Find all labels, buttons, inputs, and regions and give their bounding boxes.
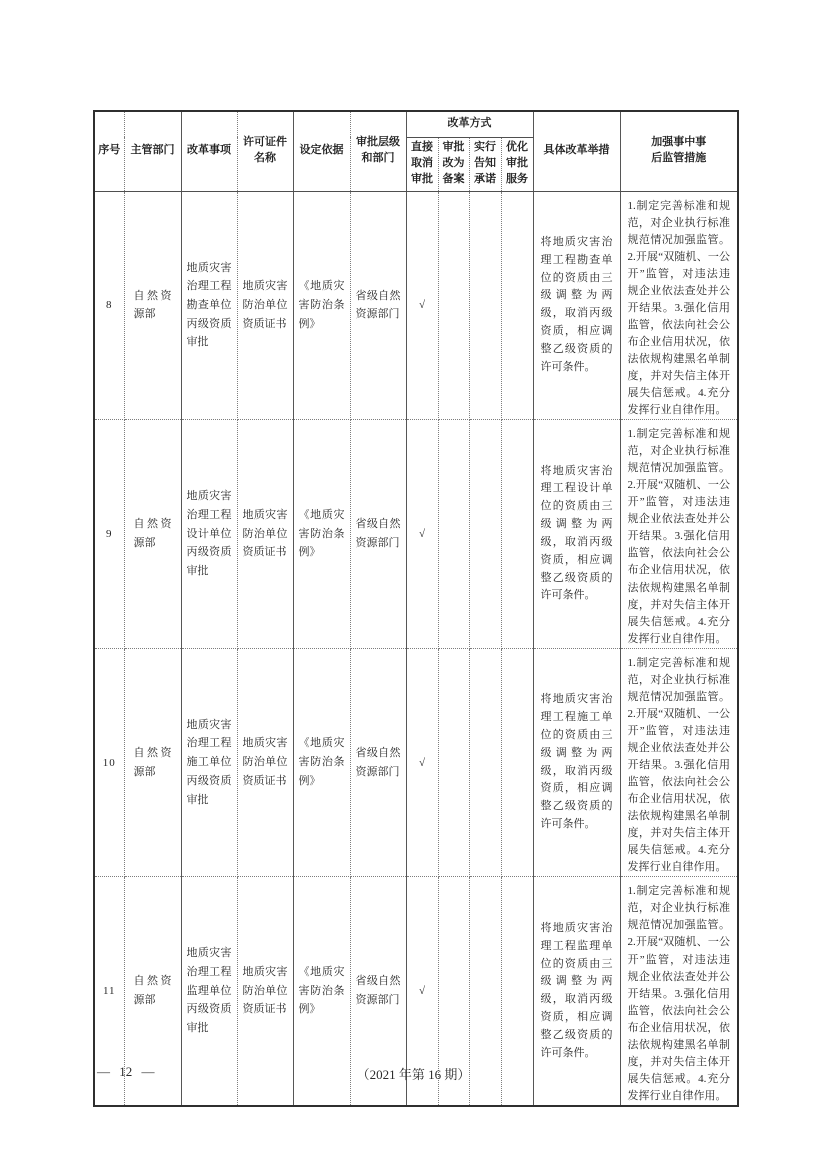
- cell-check-commitment: [469, 420, 501, 649]
- table-row-10: [94, 648, 738, 877]
- reform-items-table: [93, 110, 739, 1107]
- header-supervision: 加强事中事后监管措施: [620, 111, 738, 191]
- cell-reform-item: 地质灾害治理工程勘查单位丙级资质审批: [181, 191, 237, 420]
- cell-check-commitment: [469, 648, 501, 877]
- header-change-to-filing: 审批改为备案: [438, 137, 469, 191]
- cell-basis: 《地质灾害防治条例》: [293, 420, 350, 649]
- header-department: 主管部门: [124, 111, 181, 191]
- cell-check-filing: [438, 420, 469, 649]
- header-direct-cancel: 直接取消审批: [406, 137, 438, 191]
- cell-check-commitment: [469, 191, 501, 420]
- cell-license-name: 地质灾害防治单位资质证书: [237, 420, 293, 649]
- cell-supervision: 1.制定完善标准和规范，对企业执行标准规范情况加强监管。2.开展“双随机、一公开”监管，对违法违规企业依法查处并公开结果。3.强化信用监管，依法向社会公布企业信用状况，依法依规构建黑名单制度，并对失信主体开展失信惩戒。4.充分发挥行业自律作用。: [620, 420, 738, 649]
- header-specific-measures: 具体改革举措: [533, 111, 620, 191]
- footer-page-number: — 12 —: [97, 1064, 155, 1079]
- header-approval-level: 审批层级和部门: [350, 111, 406, 191]
- cell-specific-measures: 将地质灾害治理工程施工单位的资质由三级调整为两级，取消丙级资质，相应调整乙级资质的许可条件。: [533, 648, 620, 877]
- cell-serial: 8: [94, 191, 124, 420]
- cell-specific-measures: 将地质灾害治理工程监理单位的资质由三级调整为两级，取消丙级资质，相应调整乙级资质的许可条件。: [533, 877, 620, 1106]
- header-serial: 序号: [94, 111, 124, 191]
- cell-approval-level: 省级自然资源部门: [350, 877, 406, 1106]
- header-notification-commitment: 实行告知承诺: [469, 137, 501, 191]
- cell-reform-item: 地质灾害治理工程设计单位丙级资质审批: [181, 420, 237, 649]
- header-license-name: 许可证件名称: [237, 111, 293, 191]
- cell-check-optimize: [501, 420, 533, 649]
- table-row-8: [94, 191, 738, 420]
- cell-supervision: 1.制定完善标准和规范，对企业执行标准规范情况加强监管。2.开展“双随机、一公开”监管，对违法违规企业依法查处并公开结果。3.强化信用监管，依法向社会公布企业信用状况，依法依规构建黑名单制度，并对失信主体开展失信惩戒。4.充分发挥行业自律作用。: [627, 885, 730, 1102]
- header-row-main: [94, 111, 738, 137]
- cell-check-optimize: [501, 648, 533, 877]
- cell-approval-level: 省级自然资源部门: [350, 648, 406, 877]
- cell-check-direct-cancel: √: [406, 877, 438, 1106]
- header-reform-method-group: 改革方式: [406, 111, 533, 137]
- header-reform-item: 改革事项: [181, 111, 237, 191]
- cell-department: 自然资源部: [124, 648, 181, 877]
- cell-approval-level: 省级自然资源部门: [350, 420, 406, 649]
- cell-approval-level: 省级自然资源部门: [350, 191, 406, 420]
- cell-check-direct-cancel: √: [406, 420, 438, 649]
- cell-serial: 9: [94, 420, 124, 649]
- cell-check-direct-cancel: √: [406, 648, 438, 877]
- cell-license-name: 地质灾害防治单位资质证书: [237, 877, 293, 1106]
- cell-specific-measures: 将地质灾害治理工程设计单位的资质由三级调整为两级，取消丙级资质，相应调整乙级资质的许可条件。: [533, 420, 620, 649]
- cell-basis: 《地质灾害防治条例》: [293, 191, 350, 420]
- cell-check-direct-cancel: √: [406, 191, 438, 420]
- cell-basis: 《地质灾害防治条例》: [293, 877, 350, 1106]
- footer-issue-label: （2021 年第 16 期）: [356, 1067, 471, 1082]
- cell-supervision: 1.制定完善标准和规范，对企业执行标准规范情况加强监管。2.开展“双随机、一公开”监管，对违法违规企业依法查处并公开结果。3.强化信用监管，依法向社会公布企业信用状况，依法依规构建黑名单制度，并对失信主体开展失信惩戒。4.充分发挥行业自律作用。: [620, 648, 738, 877]
- header-optimize-service: 优化审批服务: [501, 137, 533, 191]
- cell-serial: 10: [94, 648, 124, 877]
- cell-reform-item: 地质灾害治理工程监理单位丙级资质审批: [181, 877, 237, 1106]
- cell-reform-item: 地质灾害治理工程施工单位丙级资质审批: [181, 648, 237, 877]
- table-row-9: [94, 420, 738, 649]
- cell-specific-measures: 将地质灾害治理工程勘查单位的资质由三级调整为两级，取消丙级资质，相应调整乙级资质的许可条件。: [533, 191, 620, 420]
- cell-license-name: 地质灾害防治单位资质证书: [237, 191, 293, 420]
- cell-license-name: 地质灾害防治单位资质证书: [237, 648, 293, 877]
- cell-supervision: 1.制定完善标准和规范，对企业执行标准规范情况加强监管。2.开展“双随机、一公开”监管，对违法违规企业依法查处并公开结果。3.强化信用监管，依法向社会公布企业信用状况，依法依规构建黑名单制度，并对失信主体开展失信惩戒。4.充分发挥行业自律作用。: [620, 191, 738, 420]
- cell-check-filing: [438, 191, 469, 420]
- cell-department: 自然资源部: [124, 191, 181, 420]
- cell-check-filing: [438, 648, 469, 877]
- cell-serial: 11: [94, 877, 124, 1106]
- cell-basis: 《地质灾害防治条例》: [293, 648, 350, 877]
- cell-department: 自然资源部: [124, 420, 181, 649]
- header-basis: 设定依据: [293, 111, 350, 191]
- cell-department: 自然资源部: [124, 877, 181, 1106]
- cell-check-optimize: [501, 191, 533, 420]
